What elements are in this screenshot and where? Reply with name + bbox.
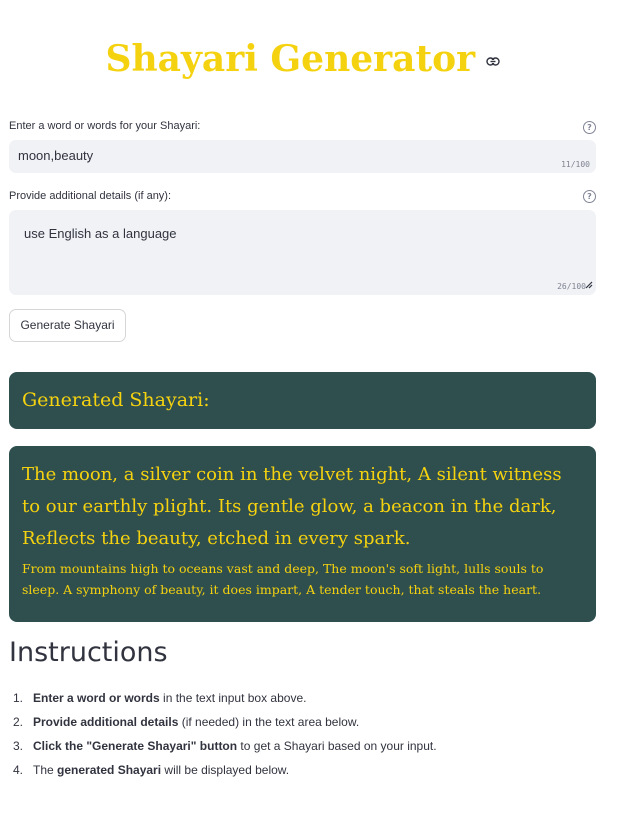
- step-number: 1.: [13, 691, 24, 705]
- generated-heading-panel: [9, 372, 596, 429]
- generated-heading: Generated Shayari:: [22, 389, 210, 411]
- step-text: to get a Shayari based on your input.: [237, 739, 437, 753]
- list-item: [9, 713, 596, 737]
- details-textarea-value: use English as a language: [24, 226, 177, 241]
- details-help-icon[interactable]: ?: [583, 190, 596, 203]
- step-text-pre: The: [33, 763, 58, 777]
- details-textarea[interactable]: [9, 210, 596, 295]
- details-char-counter: 26/100: [557, 282, 586, 291]
- step-text: in the text input box above.: [159, 691, 307, 705]
- instructions-title: Instructions: [9, 637, 168, 668]
- step-text: (if needed) in the text area below.: [178, 715, 360, 729]
- word-input-value: moon,beauty: [18, 148, 94, 163]
- shayari-extra-text: From mountains high to oceans vast and deep, The moon's soft light, lulls souls to sleep. A symphony of beauty, it does impart, A tender touch, that steals the heart.: [22, 561, 544, 597]
- resize-handle-icon[interactable]: [585, 277, 593, 292]
- step-bold: Click the "Generate Shayari" button: [33, 739, 238, 753]
- details-input-label: Provide additional details (if any):: [9, 190, 172, 202]
- shayari-main-text: The moon, a silver coin in the velvet night, A silent witness to our earthly plight. Its gentle glow, a beacon in the dark, Reflects the beauty, etched in every spark.: [22, 464, 562, 549]
- list-item: [9, 689, 596, 713]
- step-bold: Enter a word or words: [33, 691, 160, 705]
- step-bold: Provide additional details: [33, 715, 179, 729]
- word-input-label: Enter a word or words for your Shayari:: [9, 120, 201, 132]
- link-icon[interactable]: [486, 53, 500, 71]
- step-number: 2.: [13, 715, 24, 729]
- word-char-counter: 11/100: [561, 160, 590, 169]
- step-number: 3.: [13, 739, 24, 753]
- title-row: [9, 38, 596, 80]
- step-text: will be displayed below.: [161, 763, 290, 777]
- word-input[interactable]: [9, 140, 596, 173]
- generate-shayari-button[interactable]: Generate Shayari: [9, 309, 126, 342]
- list-item: [9, 761, 596, 785]
- list-item: [9, 737, 596, 761]
- instructions-list: [9, 689, 596, 785]
- step-number: 4.: [13, 763, 24, 777]
- shayari-panel: [9, 446, 596, 622]
- step-bold: generated Shayari: [57, 763, 162, 777]
- page-title: Shayari Generator: [105, 38, 476, 80]
- word-help-icon[interactable]: ?: [583, 121, 596, 134]
